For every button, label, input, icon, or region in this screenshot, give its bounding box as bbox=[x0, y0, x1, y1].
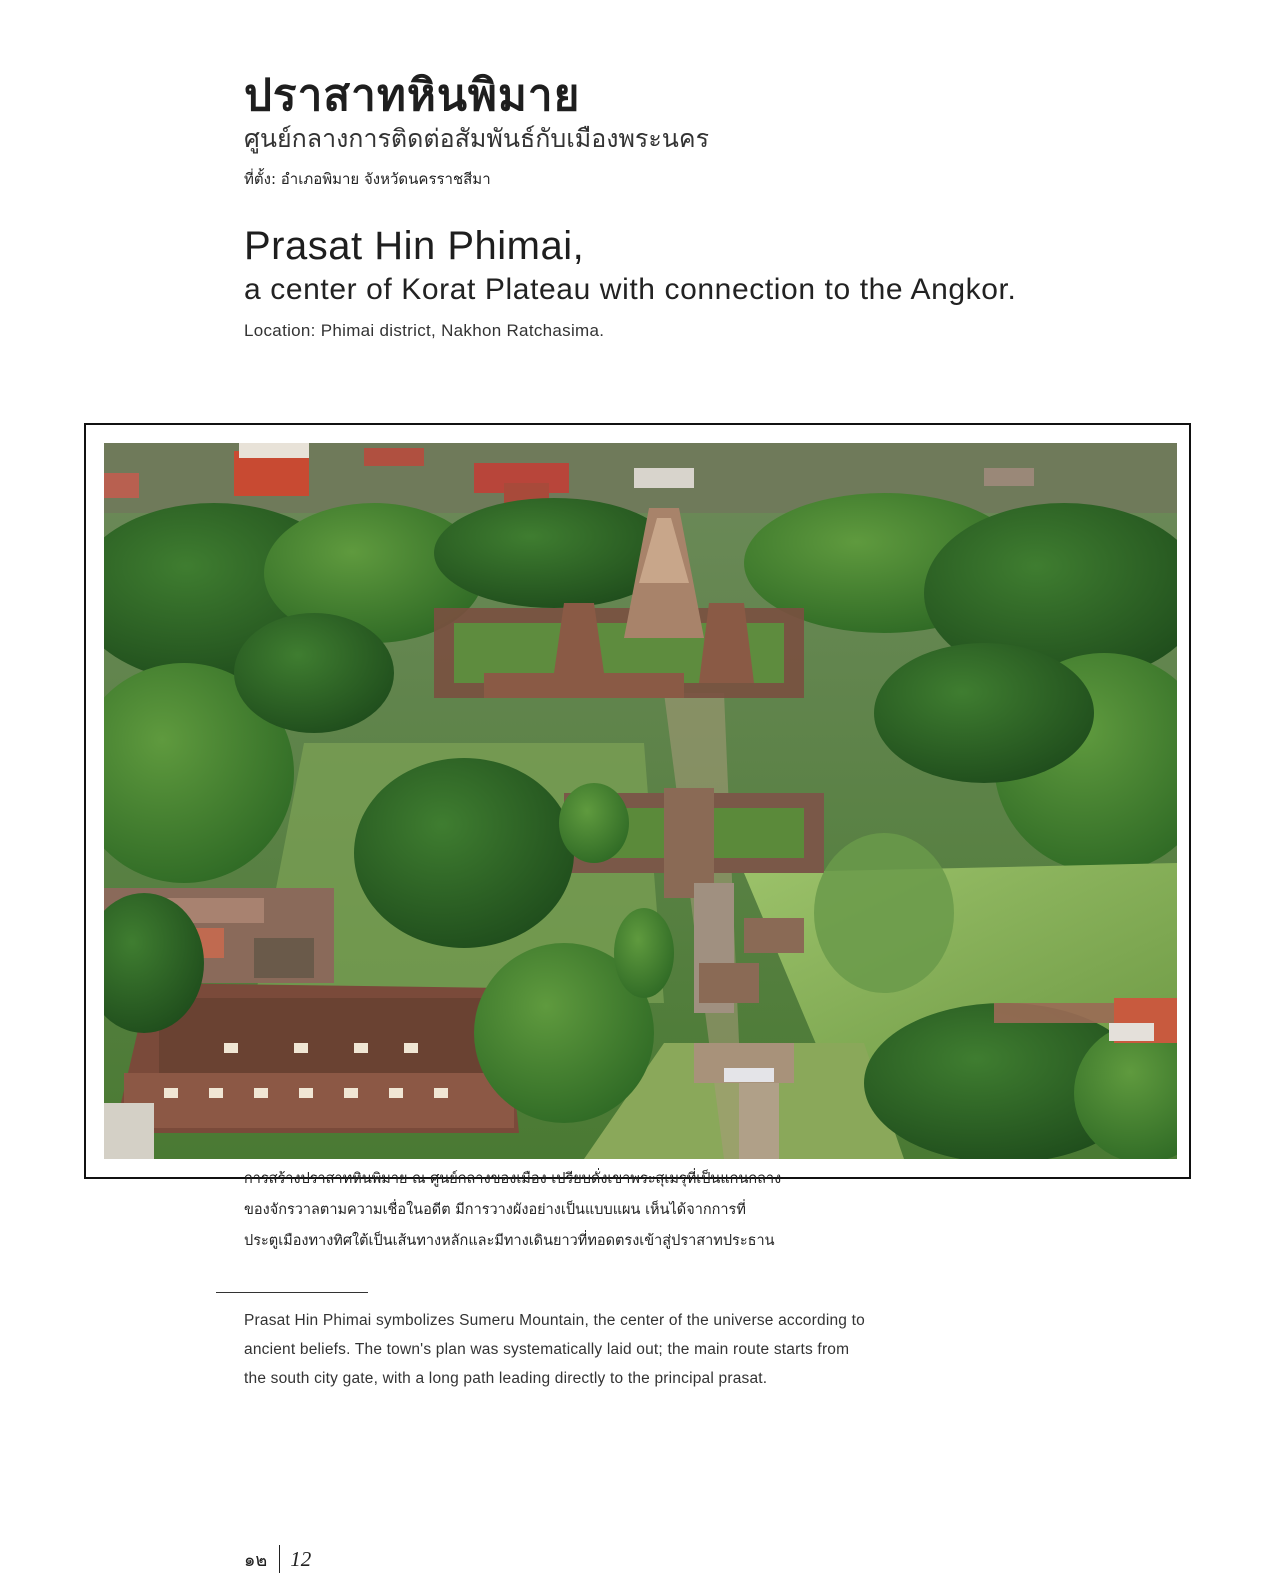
location-thai: ที่ตั้ง: อำเภอพิมาย จังหวัดนครราชสีมา bbox=[244, 170, 491, 188]
subtitle-english: a center of Korat Plateau with connection to the Angkor. bbox=[244, 273, 1017, 306]
subtitle-thai: ศูนย์กลางการติดต่อสัมพันธ์กับเมืองพระนคร bbox=[244, 124, 710, 153]
caption-thai-line-2: ของจักรวาลตามความเชื่อในอดีต มีการวางผังอย่างเป็นแบบแผน เห็นได้จากการที่ bbox=[244, 1202, 746, 1218]
page-number-thai: ๑๒ bbox=[244, 1549, 268, 1571]
aerial-photo-illustration bbox=[104, 443, 1177, 1159]
page-number bbox=[244, 1545, 311, 1573]
photo-frame bbox=[84, 423, 1191, 1179]
caption-thai-line-1: การสร้างปราสาทหินพิมาย ณ ศูนย์กลางของเมือง เปรียบดั่งเขาพระสุเมรุที่เป็นแกนกลาง bbox=[244, 1171, 782, 1187]
title-thai: ปราสาทหินพิมาย bbox=[244, 70, 581, 121]
caption-divider bbox=[216, 1292, 368, 1293]
caption-english-line-3: the south city gate, with a long path leading directly to the principal prasat. bbox=[244, 1370, 768, 1387]
title-english: Prasat Hin Phimai, bbox=[244, 224, 585, 268]
location-english: Location: Phimai district, Nakhon Ratchasima. bbox=[244, 321, 605, 340]
caption-english-line-1: Prasat Hin Phimai symbolizes Sumeru Mountain, the center of the universe according to bbox=[244, 1312, 865, 1329]
caption-thai-line-3: ประตูเมืองทางทิศใต้เป็นเส้นทางหลักและมีทางเดินยาวที่ทอดตรงเข้าสู่ปราสาทประธาน bbox=[244, 1233, 775, 1249]
caption-english-line-2: ancient beliefs. The town's plan was systematically laid out; the main route starts from bbox=[244, 1341, 850, 1358]
page-number-divider bbox=[279, 1545, 280, 1573]
aerial-photo bbox=[104, 443, 1177, 1159]
page-number-arabic: 12 bbox=[290, 1546, 312, 1571]
